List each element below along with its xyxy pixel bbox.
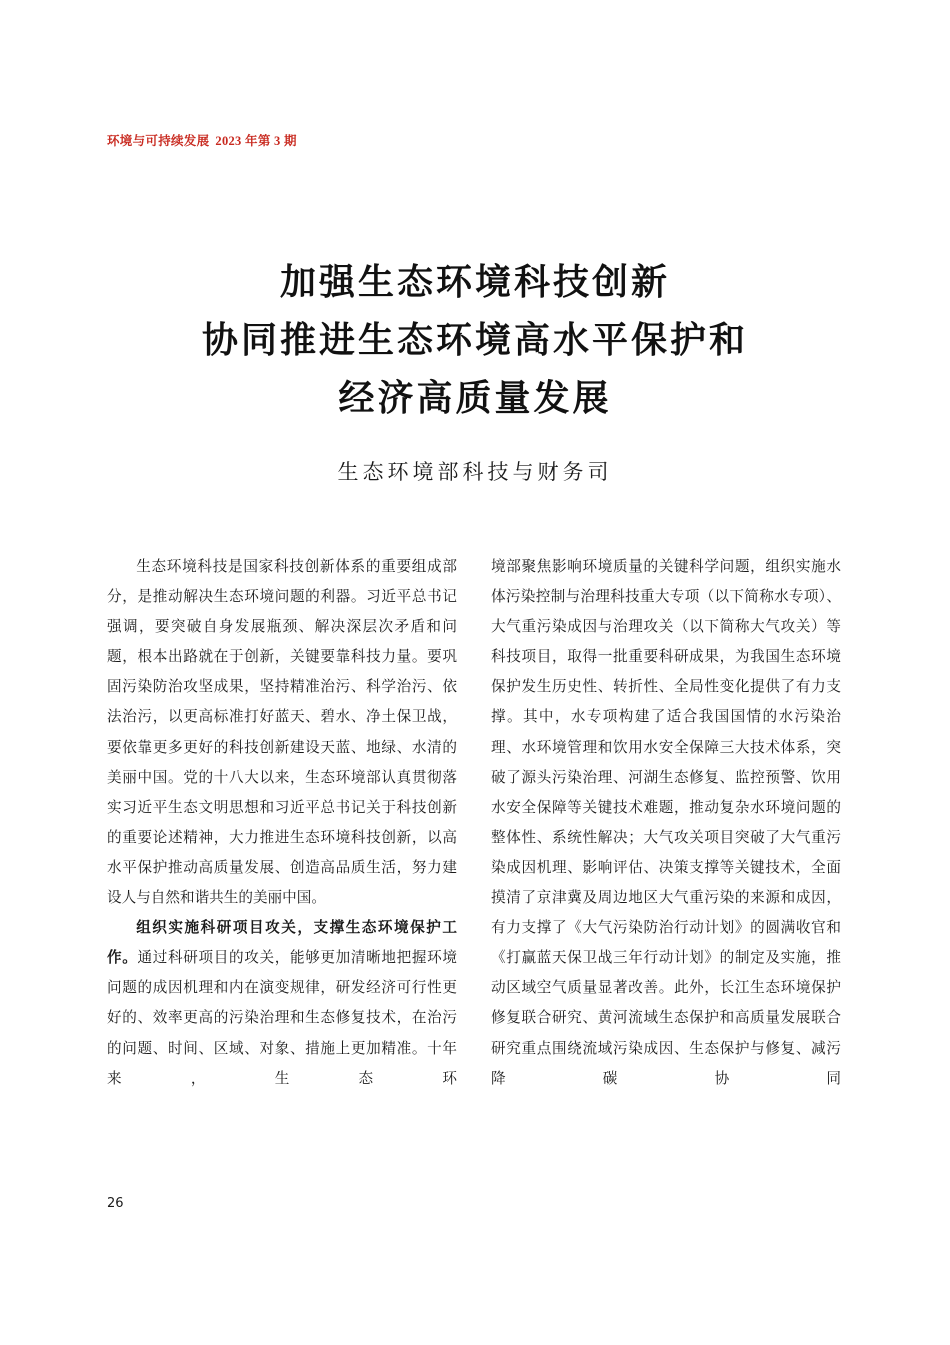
section-heading: 组织实施科研项目攻关，支撑生态环境保护工作。 [107,919,457,967]
paragraph-research-body: 通过科研项目的攻关，能够更加清晰地把握环境问题的成因机理和内在演变规律，研发经济可行性更好的、效率更高的污染治理和生态修复技术，在治污的问题、时间、区域、对象、措施上更加精准。十年来，生态环 [107,949,457,1087]
page-number: 26 [107,1196,124,1211]
title-line-2: 协同推进生态环境高水平保护和 [201,320,748,361]
paragraph-continued: 境部聚焦影响环境质量的关键科学问题，组织实施水体污染控制与治理科技重大专项（以下简称水专项）、大气重污染成因与治理攻关（以下简称大气攻关）等科技项目，取得一批重要科研成果，为我国生态环境保护发生历史性、转折性、全局性变化提供了有力支撑。其中，水专项构建了适合我国国情的水污染治理、水环境管理和饮用水安全保障三大技术体系，突破了源头污染治理、河湖生态修复、监控预警、饮用水安全保障等关键技术难题，推动复杂水环境问题的整体性、系统性解决；大气攻关项目突破了大气重污染成因机理、影响评估、决策支撑等关键技术，全面摸清了京津冀及周边地区大气重污染的来源和成因，有力支撑了《大气污染防治行动计划》的圆满收官和《打赢蓝天保卫战三年行动计划》的制定及实施，推动区域空气质量显著改善。此外，长江生态环境保护修复联合研究、黄河流域生态保护和高质量发展联合研究重点围绕流域污染成因、生态保护与修复、减污降碳协同 [491,558,841,1087]
author: 生态环境部科技与财务司 [337,460,613,484]
article-title [0,254,950,428]
issue-number: 2023 年第 3 期 [215,134,297,148]
paragraph-intro: 生态环境科技是国家科技创新体系的重要组成部分，是推动解决生态环境问题的利器。习近平总书记强调，要突破自身发展瓶颈、解决深层次矛盾和问题，根本出路就在于创新，关键要靠科技力量。要巩固污染防治攻坚成果，坚持精准治污、科学治污、依法治污，以更高标准打好蓝天、碧水、净土保卫战，要依靠更多更好的科技创新建设天蓝、地绿、水清的美丽中国。党的十八大以来，生态环境部认真贯彻落实习近平生态文明思想和习近平总书记关于科技创新的重要论述精神，大力推进生态环境科技创新，以高水平保护推动高质量发展、创造高品质生活，努力建设人与自然和谐共生的美丽中国。 [107,558,457,907]
running-head [107,131,297,149]
paragraph-research [107,913,457,1094]
right-column [491,552,841,1094]
journal-name: 环境与可持续发展 [107,133,210,148]
title-line-3: 经济高质量发展 [338,378,612,419]
left-column [107,552,457,1094]
title-line-1: 加强生态环境科技创新 [279,262,670,303]
